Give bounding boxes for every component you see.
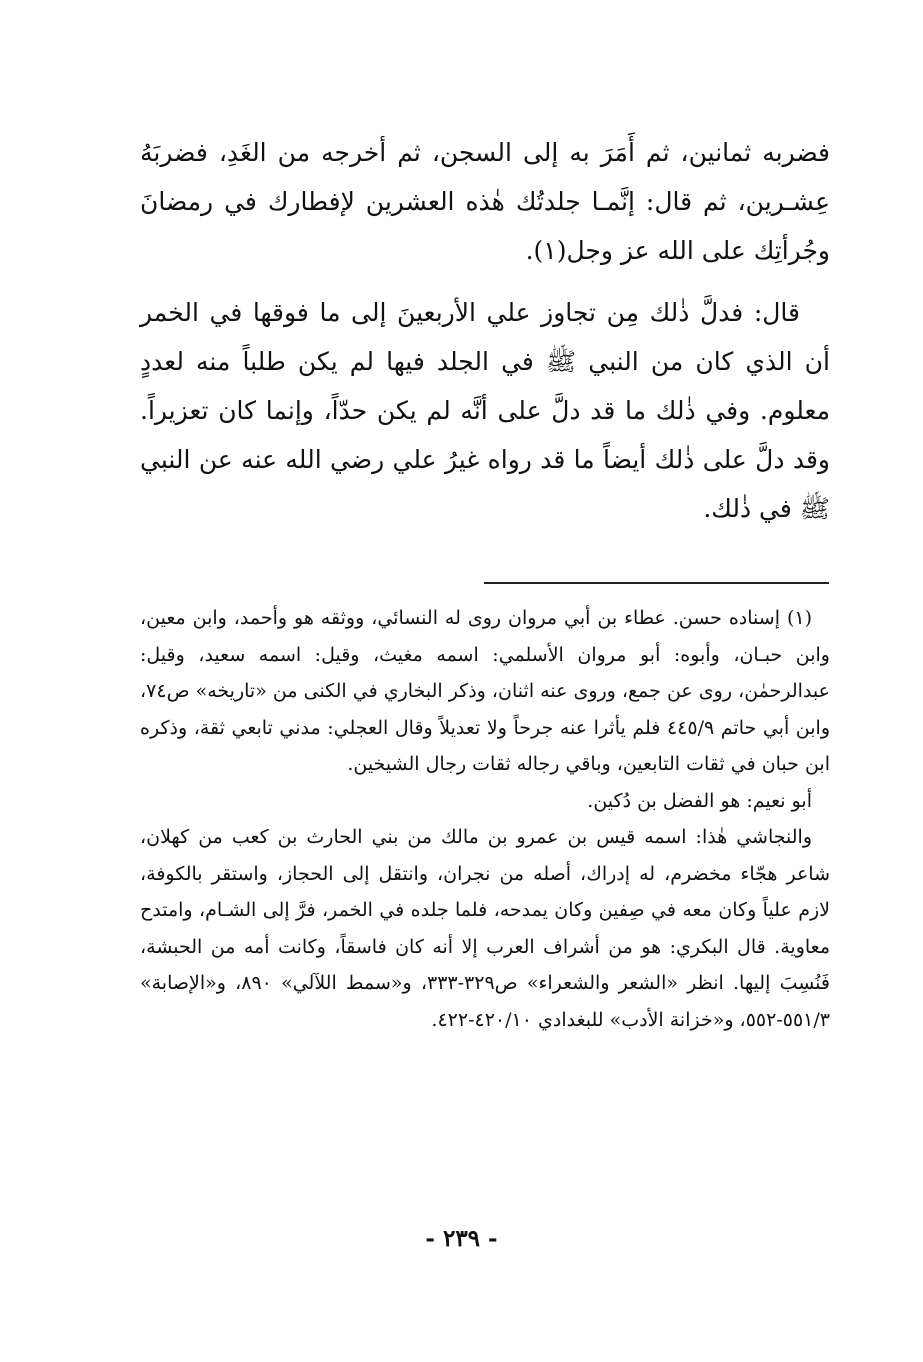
footnotes [140,600,830,1038]
main-text [140,128,830,546]
footnote-1: (١) إسناده حسن. عطاء بن أبي مروان روى له النسائي، ووثقه هو وأحمد، وابن معين، وابن حبـان، وأبوه: أبو مروان الأسلمي: اسمه مغيث، وقيل: اسمه سعيد، وقيل: عبدالرحمٰن، روى عن جمع، وروى عنه اثنان، وذكر البخاري في الكنى من «تاريخه» ص٧٤، وابن أبي حاتم ٩/‏٤٤٥ فلم يأثرا عنه جرحاً ولا تعديلاً وقال العجلي: مدني تابعي ثقة، وذكره ابن حبان في ثقات التابعين، وباقي رجاله ثقات رجال الشيخين. [140,607,830,775]
footnote-abu-nuaym: أبو نعيم: هو الفضل بن دُكين. [587,789,812,812]
main-paragraph-1: فضربه ثمانين، ثم أَمَرَ به إلى السجن، ثم أخرجه من الغَدِ، فضربَهُ عِشـرين، ثم قال: إنَّمـا جلدتُك هٰذه العشرين لإفطارك في رمضانَ وجُرأتِك على الله عز وجل(١). [140,138,830,265]
footnote-separator [484,582,829,584]
page-number: - ٢٣٩ - [425,1225,498,1252]
footnote-najashi: والنجاشي هٰذا: اسمه قيس بن عمرو بن مالك من بني الحارث بن كعب من كهلان، شاعر هجّاء مخضرم، له إدراك، أصله من نجران، وانتقل إلى الحجاز، واستقر بالكوفة، لازم علياً وكان معه في صِفين وكان يمدحه، فلما جلده في الخمر، فرَّ إلى الشـام، وامتدح معاوية. قال البكري: هو من أشراف العرب إلا أنه كان فاسقاً، وكانت أمه من الحبشة، فَنُسِبَ إليها. انظر «الشعر والشعراء» ص٣٢٩-٣٣٣، و«سمط اللآلي» ٨٩٠، و«الإصابة» ٣/‏٥٥١-٥٥٢، و«خزانة الأدب» للبغدادي ١٠/‏٤٢٠-٤٢٢. [140,826,830,1031]
main-paragraph-2: قال: فدلَّ ذٰلك مِن تجاوز علي الأربعينَ إلى ما فوقها في الخمر أن الذي كان من النبي ﷺ في الجلد فيها لم يكن طلباً منه لعددٍ معلوم. وفي ذٰلك ما قد دلَّ على أنَّه لم يكن حدّاً، وإنما كان تعزيراً. وقد دلَّ على ذٰلك أيضاً ما قد رواه غيرُ علي رضي الله عنه عن النبي ﷺ في ذٰلك. [140,298,830,523]
